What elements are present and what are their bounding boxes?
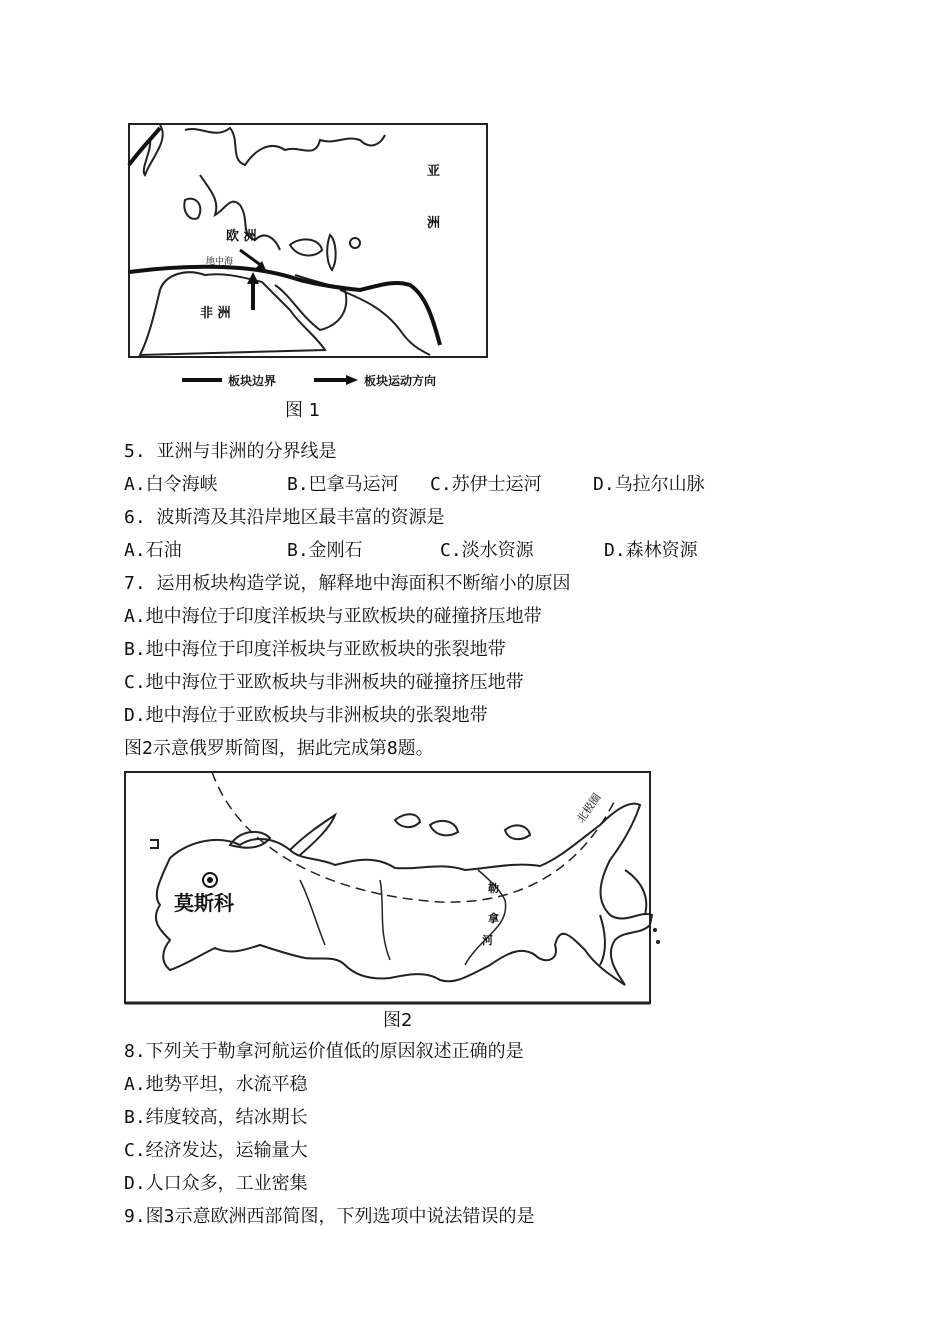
- q5-option-a: A.白令海峡: [124, 474, 218, 495]
- q9-stem: 9.图3示意欧洲西部简图，下列选项中说法错误的是: [124, 1206, 535, 1227]
- label-lena-2: 拿: [488, 912, 499, 925]
- figure-1-caption: 图 1: [285, 400, 321, 421]
- label-europe: 欧 洲: [226, 229, 257, 244]
- figure-2-intro: 图2示意俄罗斯简图，据此完成第8题。: [124, 738, 434, 759]
- q6-option-a: A.石油: [124, 540, 182, 561]
- label-mediterranean: 地中海: [206, 257, 234, 267]
- legend-boundary: 板块边界: [228, 374, 277, 388]
- label-asia-2: 洲: [427, 216, 441, 231]
- q5-option-b: B.巴拿马运河: [287, 474, 399, 495]
- q6-option-c: C.淡水资源: [440, 540, 534, 561]
- q6-option-b: B.金刚石: [287, 540, 363, 561]
- q5-option-d: D.乌拉尔山脉: [593, 474, 705, 495]
- q7-option-a: A.地中海位于印度洋板块与亚欧板块的碰撞挤压地带: [124, 606, 542, 627]
- q7-option-d: D.地中海位于亚欧板块与非洲板块的张裂地带: [124, 705, 488, 726]
- q7-option-b: B.地中海位于印度洋板块与亚欧板块的张裂地带: [124, 639, 506, 660]
- figure-2-caption: 图2: [383, 1010, 413, 1031]
- q8-option-d: D.人口众多，工业密集: [124, 1173, 308, 1194]
- q8-option-b: B.纬度较高，结冰期长: [124, 1107, 308, 1128]
- label-lena-3: 河: [482, 934, 493, 947]
- q5-option-c: C.苏伊士运河: [430, 474, 542, 495]
- q8-option-a: A.地势平坦，水流平稳: [124, 1074, 308, 1095]
- label-arctic-circle: 北极圈: [574, 791, 604, 826]
- q6-stem: 6. 波斯湾及其沿岸地区最丰富的资源是: [124, 507, 445, 528]
- label-lena-1: 勒: [488, 882, 499, 895]
- q5-stem: 5. 亚洲与非洲的分界线是: [124, 441, 337, 462]
- q7-option-c: C.地中海位于亚欧板块与非洲板块的碰撞挤压地带: [124, 672, 524, 693]
- label-africa: 非 洲: [200, 306, 231, 321]
- q8-stem: 8.下列关于勒拿河航运价值低的原因叙述正确的是: [124, 1041, 524, 1062]
- q6-option-d: D.森林资源: [604, 540, 698, 561]
- q7-stem: 7. 运用板块构造学说，解释地中海面积不断缩小的原因: [124, 573, 571, 594]
- legend-motion: 板块运动方向: [364, 374, 437, 388]
- q8-option-c: C.经济发达，运输量大: [124, 1140, 308, 1161]
- label-moscow: 莫斯科: [174, 891, 234, 915]
- label-asia-1: 亚: [427, 164, 441, 179]
